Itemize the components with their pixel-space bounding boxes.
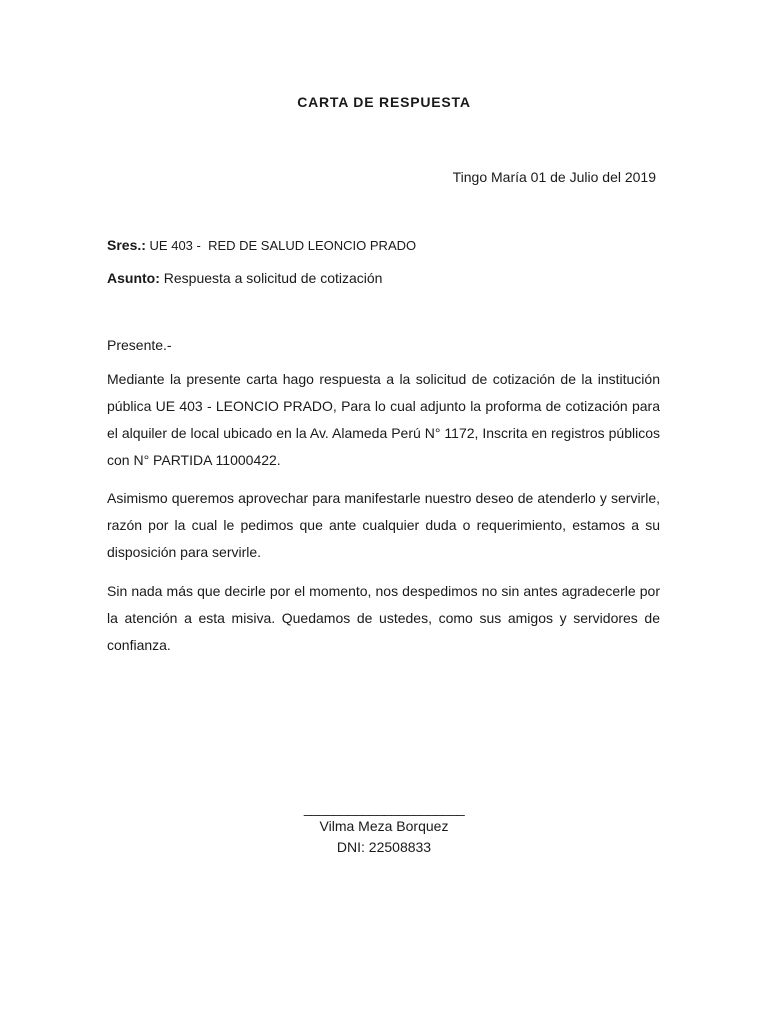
recipient-value: UE 403 - RED DE SALUD LEONCIO PRADO xyxy=(149,238,417,253)
signature-line: ______________________ xyxy=(303,800,465,816)
subject-value: Respuesta a solicitud de cotización xyxy=(163,270,383,286)
subject-line xyxy=(107,270,382,286)
paragraph-2: Asimismo queremos aprovechar para manifestarle nuestro deseo de atenderlo y servirle, razón por la cual le pedimos que ante cualquier duda o requerimiento, estamos a su disposición para servirle. xyxy=(107,490,660,560)
letter-title: CARTA DE RESPUESTA xyxy=(297,94,471,110)
recipient-label: Sres.: xyxy=(107,237,146,253)
signer-name: Vilma Meza Borquez xyxy=(319,818,449,834)
letter-date: Tingo María 01 de Julio del 2019 xyxy=(452,169,656,185)
paragraph-1: Mediante la presente carta hago respuesta a la solicitud de cotización de la institución pública UE 403 - LEONCIO PRADO, Para lo cual adjunto la proforma de cotización para el alquiler de local ubicado en la Av. Alameda Perú N° 1172, Inscrita en registros públicos con N° PARTIDA 11000422. xyxy=(107,371,660,468)
recipient-line xyxy=(107,237,416,253)
signer-dni: DNI: 22508833 xyxy=(336,839,432,855)
paragraph-3: Sin nada más que decirle por el momento, nos despedimos no sin antes agradecerle por la atención a esta misiva. Quedamos de ustedes, como sus amigos y servidores de confianza. xyxy=(107,583,660,653)
subject-label: Asunto: xyxy=(107,270,160,286)
greeting: Presente.- xyxy=(107,337,172,353)
